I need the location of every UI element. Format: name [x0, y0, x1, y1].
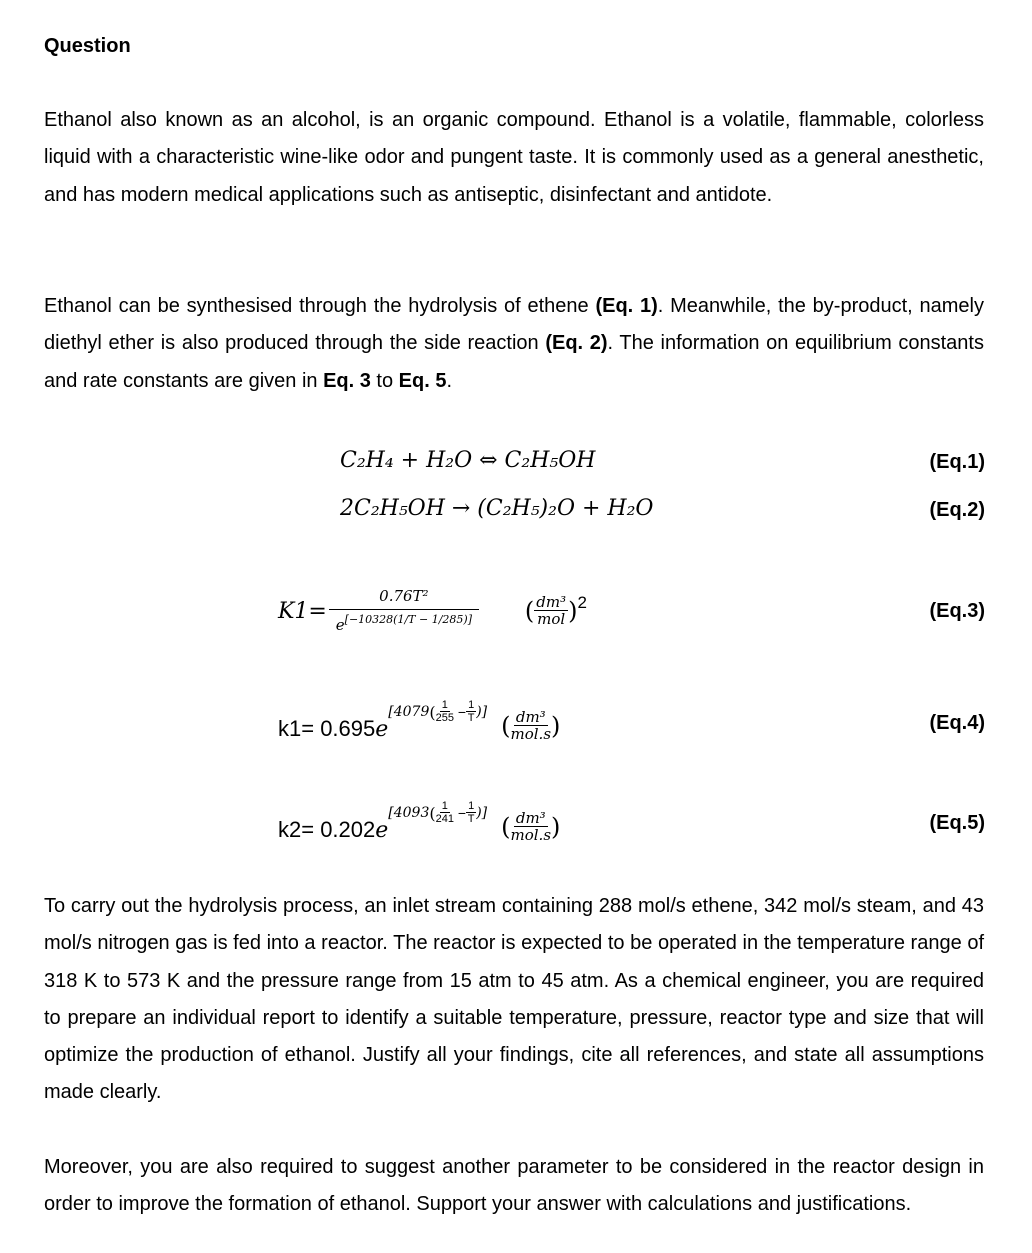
eq4-unit-den: mol.s [510, 725, 552, 743]
equation-5-label: (Eq.5) [929, 812, 985, 834]
eq3-unit: ( $\frac{\text{dm³}}{\text{mol}}$ ) 2 [524, 593, 587, 628]
eq3-denominator: e[−10328(1/T − 1/285)] [335, 613, 472, 634]
eq5-unit-num: dm³ [515, 809, 546, 827]
question-heading: Question [44, 35, 131, 57]
eq4-base: e [375, 717, 389, 742]
eq4-unit: ( $\frac{\text{dm³}}{\text{mol.s}}$ ) [501, 708, 561, 743]
eq3-unit-power: 2 [577, 593, 587, 612]
equation-3 [278, 586, 587, 636]
additional-parameter-paragraph: Moreover, you are also required to suggest another parameter to be considered in the reactor design in order to improve the formation of ethanol. Support your answer with calculations and justifications. [44, 1156, 984, 1216]
eq3-lhs: K1= [278, 598, 327, 624]
equation-2: 2C₂H₅OH → (C₂H₅)₂O + H₂O [340, 496, 654, 521]
eq5-exponent: [4093 ( $\frac{1}{241}$ − $\frac{1}{T}$ )] [388, 800, 488, 825]
eq5-base: e [375, 818, 389, 843]
eq4-unit-num: dm³ [515, 708, 546, 726]
eq5-unit: ( $\frac{\text{dm³}}{\text{mol.s}}$ ) [501, 809, 561, 844]
equation-2-label: (Eq.2) [929, 499, 985, 521]
synthesis-paragraph: Ethanol can be synthesised through the hydrolysis of ethene (Eq. 1). Meanwhile, the by-product, namely diethyl ether is also produced through the side reaction (Eq. 2). The information on equilibrium constants and rate constants are given in Eq. 3 to Eq. 5. [44, 295, 984, 392]
eq4-lhs: k1= 0.695 [278, 716, 376, 741]
equation-1: C₂H₄ + H₂O ⇔ C₂H₅OH [340, 448, 596, 473]
eq3-unit-num: dm³ [536, 593, 567, 611]
eq3-fraction [331, 589, 477, 633]
eq4-exponent: [4079 ( $\frac{1}{255}$ − $\frac{1}{T}$ )] [388, 699, 488, 724]
equation-5 [278, 793, 560, 843]
eq3-unit-den: mol [537, 610, 566, 628]
intro-paragraph: Ethanol also known as an alcohol, is an organic compound. Ethanol is a volatile, flammable, colorless liquid with a characteristic wine-like odor and pungent taste. It is commonly used as a general anesthetic, and has modern medical applications such as antiseptic, disinfectant and antidote. [44, 109, 984, 206]
equation-3-label: (Eq.3) [929, 600, 985, 622]
eq3-numerator: 0.76T² [329, 589, 479, 610]
eq5-lhs: k2= 0.202 [278, 817, 376, 842]
eq5-unit-den: mol.s [510, 826, 552, 844]
equation-4 [278, 692, 560, 742]
equation-4-label: (Eq.4) [929, 712, 985, 734]
process-paragraph: To carry out the hydrolysis process, an inlet stream containing 288 mol/s ethene, 342 mol/s steam, and 43 mol/s nitrogen gas is fed into a reactor. The reactor is expected to be operated in the temperature range of 318 K to 573 K and the pressure range from 15 atm to 45 atm. As a chemical engineer, you are required to prepare an individual report to identify a suitable temperature, pressure, reactor type and size that will optimize the production of ethanol. Justify all your findings, cite all references, and state all assumptions made clearly. [44, 895, 984, 1104]
equation-1-label: (Eq.1) [929, 451, 985, 473]
